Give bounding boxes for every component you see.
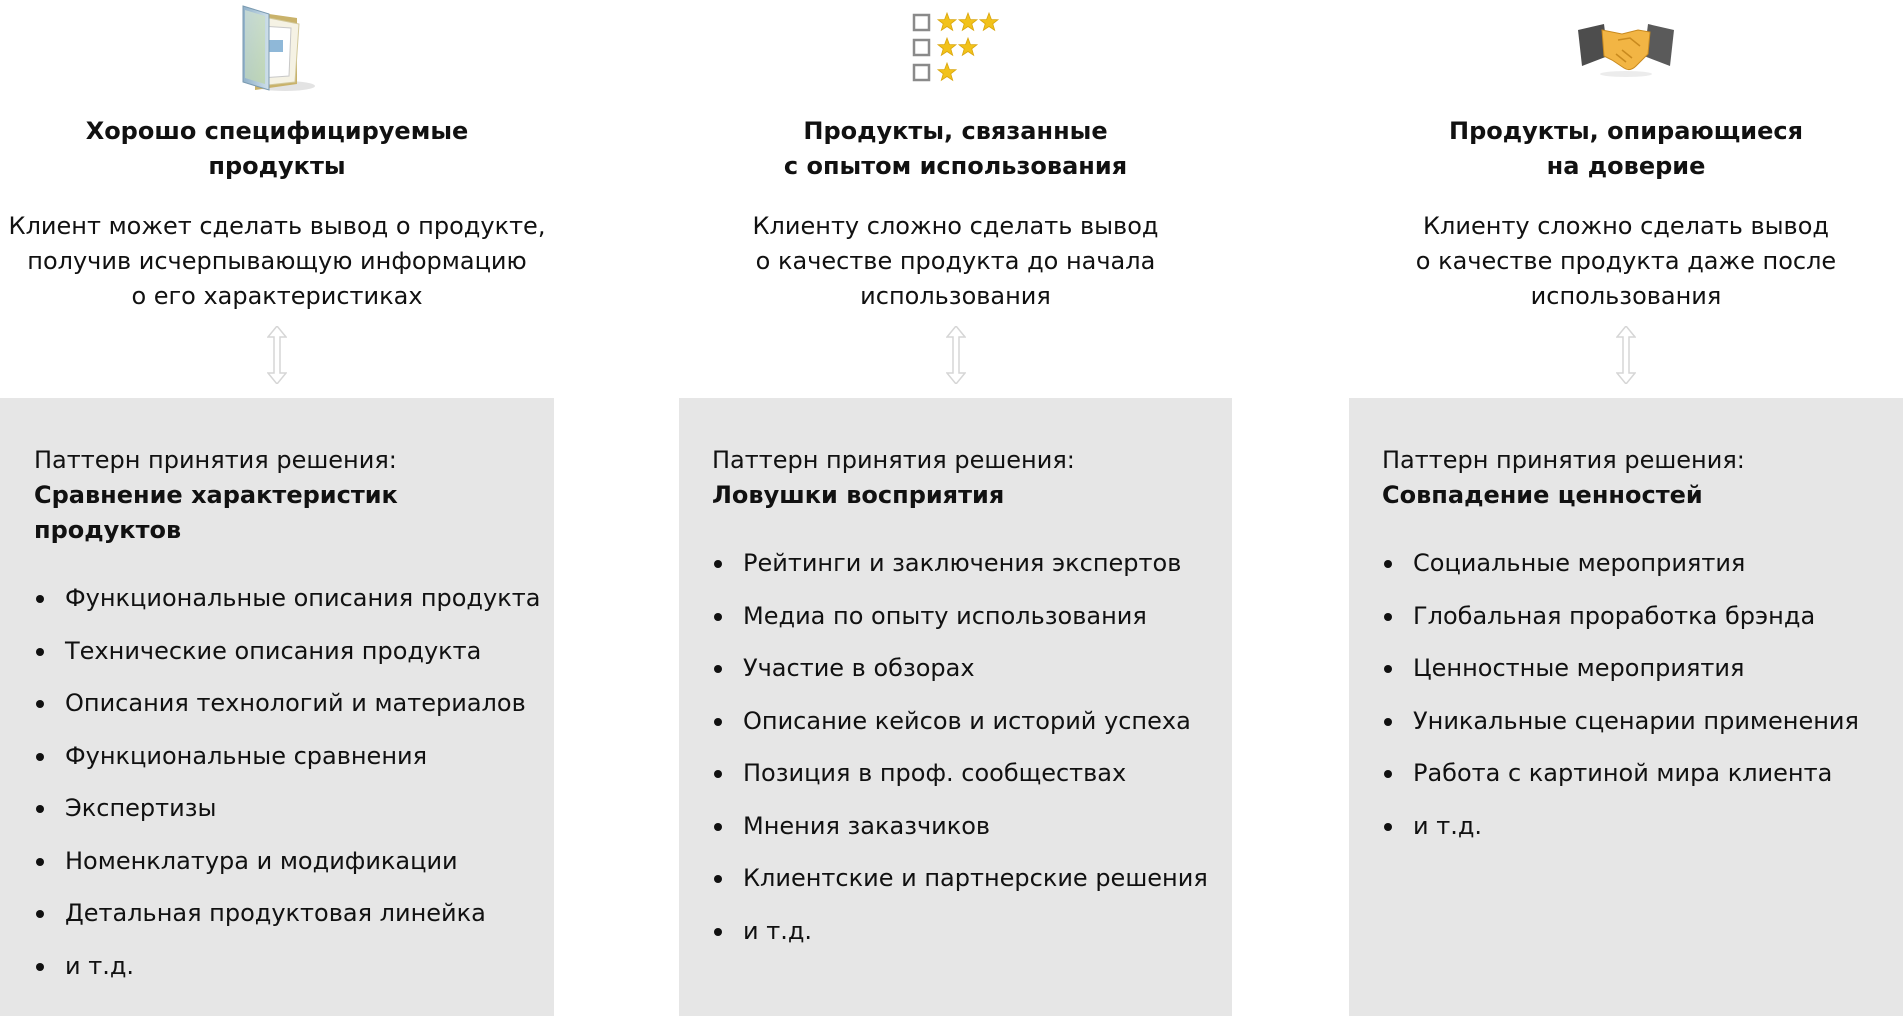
bullet-icon [1384, 665, 1392, 673]
list-item [34, 940, 532, 993]
double-arrow-icon-wrap [0, 326, 554, 384]
list-item [1382, 695, 1881, 748]
double-arrow-icon [1616, 326, 1636, 384]
double-arrow-icon-wrap [1349, 326, 1903, 384]
bullet-icon [36, 963, 44, 971]
pattern-label: Паттерн принятия решения: [712, 446, 1075, 474]
list-item-label: Технические описания продукта [65, 636, 482, 665]
list-item-label: Мнения заказчиков [743, 811, 991, 840]
star-rating-icon [911, 10, 1001, 86]
folder-icon [235, 2, 319, 94]
list-item [34, 887, 532, 940]
list-item [34, 782, 532, 835]
list-item [34, 677, 532, 730]
bullet-icon [714, 928, 722, 936]
decision-pattern-panel [0, 398, 554, 1016]
pattern-name: Сравнение характеристик продуктов [34, 481, 398, 544]
decision-pattern-panel [1349, 398, 1903, 1016]
bullet-icon [36, 753, 44, 761]
list-item [34, 835, 532, 888]
list-item [34, 625, 532, 678]
list-item-label: Функциональные сравнения [65, 741, 428, 770]
pattern-label: Паттерн принятия решения: [34, 446, 397, 474]
column-experience [679, 0, 1232, 1016]
bullet-icon [1384, 718, 1392, 726]
list-item-label: Клиентские и партнерские решения [743, 864, 1208, 892]
list-item-label: Детальная продуктовая линейка [65, 899, 486, 927]
folder-icon-wrap [0, 0, 554, 95]
list-item-label: Социальные мероприятия [1413, 549, 1746, 577]
bullet-icon [36, 910, 44, 918]
list-item-label: Медиа по опыту использования [743, 601, 1147, 630]
decision-pattern-panel [679, 398, 1232, 1016]
bullet-icon [36, 595, 44, 603]
list-item [1382, 747, 1881, 800]
list-item-label: Номенклатура и модификации [65, 846, 458, 875]
list-item [1382, 642, 1881, 695]
pattern-items-list [712, 537, 1210, 957]
pattern-name: Совпадение ценностей [1382, 481, 1703, 509]
list-item-label: и т.д. [65, 951, 135, 980]
list-item [712, 537, 1210, 590]
list-item-label: Функциональные описания продукта [65, 584, 541, 612]
column-description: Клиент может сделать вывод о продукте, получив исчерпывающую информацию о его характеристиках [8, 212, 546, 310]
bullet-icon [714, 665, 722, 673]
bullet-icon [36, 858, 44, 866]
list-item [1382, 590, 1881, 643]
list-item-label: и т.д. [1413, 811, 1483, 840]
bullet-icon [36, 700, 44, 708]
bullet-icon [714, 823, 722, 831]
list-item [712, 695, 1210, 748]
list-item [712, 905, 1210, 958]
list-item [712, 747, 1210, 800]
list-item-label: и т.д. [743, 916, 813, 945]
list-item-label: Уникальные сценарии применения [1413, 706, 1859, 735]
double-arrow-icon [946, 326, 966, 384]
bullet-icon [1384, 770, 1392, 778]
bullet-icon [714, 718, 722, 726]
list-item [1382, 800, 1881, 853]
star-rating-icon-wrap [679, 0, 1232, 95]
bullet-icon [1384, 823, 1392, 831]
list-item-label: Экспертизы [65, 794, 217, 822]
pattern-name: Ловушки восприятия [712, 481, 1005, 509]
list-item-label: Рейтинги и заключения экспертов [743, 549, 1182, 577]
bullet-icon [714, 560, 722, 568]
pattern-items-list [1382, 537, 1881, 852]
column-well-specified [0, 0, 554, 1016]
column-title: Продукты, опирающиеся на доверие [1448, 117, 1803, 180]
bullet-icon [1384, 560, 1392, 568]
bullet-icon [36, 648, 44, 656]
column-title: Хорошо специфицируемые продукты [85, 117, 469, 180]
handshake-icon [1578, 18, 1674, 78]
bullet-icon [714, 613, 722, 621]
list-item-label: Описание кейсов и историй успеха [743, 706, 1191, 735]
bullet-icon [714, 770, 722, 778]
list-item [34, 572, 541, 625]
pattern-label: Паттерн принятия решения: [1382, 446, 1745, 474]
handshake-icon-wrap [1349, 0, 1903, 95]
column-description: Клиенту сложно сделать вывод о качестве продукта до начала использования [752, 212, 1159, 310]
list-item [712, 800, 1210, 853]
list-item [712, 642, 1210, 695]
list-item-label: Ценностные мероприятия [1413, 654, 1745, 682]
list-item-label: Участие в обзорах [743, 654, 975, 682]
column-description: Клиенту сложно сделать вывод о качестве продукта даже после использования [1415, 212, 1837, 310]
double-arrow-icon [267, 326, 287, 384]
bullet-icon [36, 805, 44, 813]
list-item-label: Работа с картиной мира клиента [1413, 759, 1833, 787]
double-arrow-icon-wrap [679, 326, 1232, 384]
list-item-label: Описания технологий и материалов [65, 689, 526, 717]
list-item [34, 730, 532, 783]
pattern-items-list [34, 572, 541, 992]
column-title: Продукты, связанные с опытом использования [783, 117, 1128, 180]
bullet-icon [1384, 613, 1392, 621]
column-trust [1349, 0, 1903, 1016]
bullet-icon [714, 875, 722, 883]
list-item [712, 590, 1210, 643]
list-item-label: Позиция в проф. сообществах [743, 759, 1127, 787]
list-item-label: Глобальная проработка брэнда [1413, 601, 1816, 630]
list-item [1382, 537, 1881, 590]
list-item [712, 852, 1210, 905]
